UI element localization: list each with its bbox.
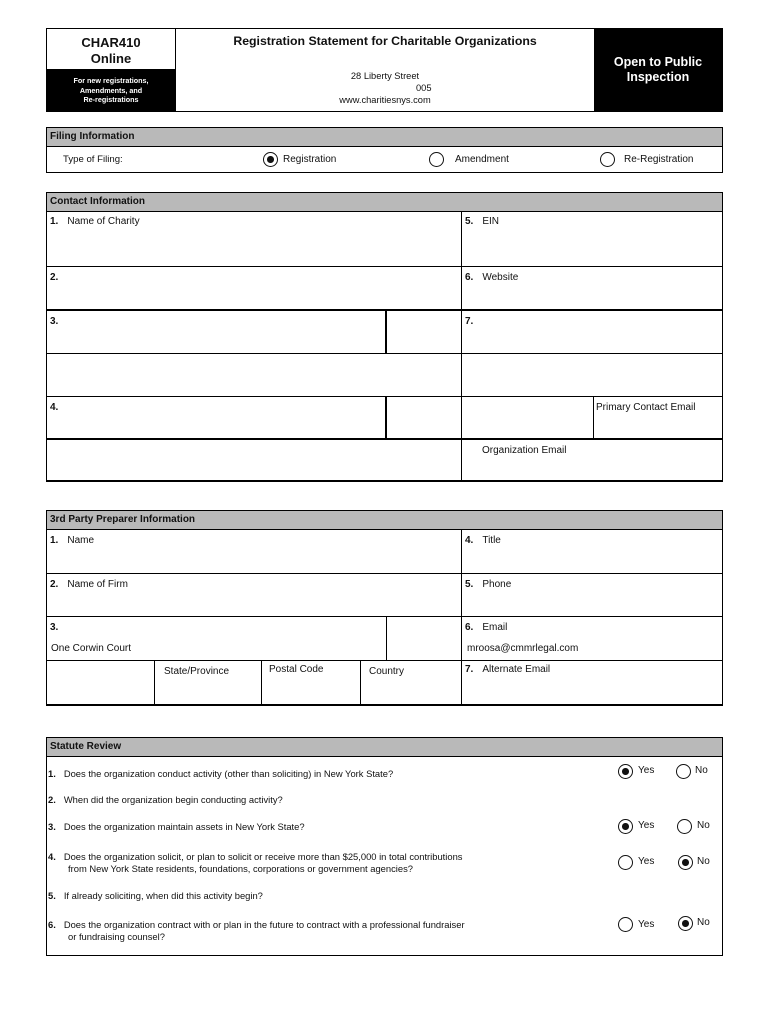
website-link[interactable]: www.charitiesnys.com [339,95,431,105]
address-line-1: 28 Liberty Street [350,71,420,81]
field-number: 2. [50,272,59,283]
contact-section-title: Contact Information [46,192,723,212]
question-text: When did the organization begin conducting activity? [63,794,283,805]
statute-section-title: Statute Review [46,737,723,757]
contact-field-4[interactable] [47,397,385,438]
no-label: No [697,856,710,867]
question-text: Does the organization solicit, or plan to solicit or receive more than $25,000 in total contributions [63,851,463,862]
email-value: mroosa@cmmrlegal.com [467,643,579,654]
public-line: Inspection [626,70,690,84]
field-number: 6. [465,272,474,283]
preparer-phone-field[interactable] [462,574,722,616]
filing-section-title: Filing Information [46,127,723,147]
field-number: 4. [465,535,474,546]
state-province-field[interactable] [155,661,261,705]
q4-yes-radio[interactable] [618,855,633,870]
statute-question-2 [48,794,283,806]
field-number: 5. [465,216,474,227]
question-number: 2. [48,794,56,805]
form-note-line: Amendments, and [79,85,143,95]
question-text: Does the organization maintain assets in New York State? [63,821,305,832]
field-label: Country [369,666,405,677]
organization-email-field[interactable] [462,440,722,481]
preparer-name-field[interactable] [47,530,461,573]
q4-no-radio[interactable] [678,855,693,870]
field-label: Primary Contact Email [596,402,696,413]
yes-label: Yes [638,765,655,776]
form-note-line: Re-registrations [83,95,139,104]
country-field[interactable] [361,661,461,705]
field-number: 1. [50,535,59,546]
q6-yes-radio[interactable] [618,917,633,932]
field-label: Name of Firm [67,579,128,590]
field-label: Alternate Email [482,664,551,675]
cell-divider [386,617,387,660]
alternate-email-field[interactable] [462,661,722,705]
q1-yes-radio[interactable] [618,764,633,779]
preparer-section-title: 3rd Party Preparer Information [46,510,723,530]
field-number: 7. [465,664,474,675]
statute-question-1 [48,768,393,780]
field-label: Title [482,535,501,546]
filing-type-label: Type of Filing: [63,154,123,165]
field-label: State/Province [164,666,230,677]
preparer-title-field[interactable] [462,530,722,573]
charity-name-field[interactable] [47,211,461,266]
question-number: 5. [48,890,56,901]
question-text: Does the organization contract with or plan in the future to contract with a professional fundraiser [63,919,465,930]
question-text: If already soliciting, when did this activity begin? [63,890,263,901]
yes-label: Yes [638,856,655,867]
preparer-email-field[interactable] [462,617,722,660]
field-number: 6. [465,622,474,633]
address-value: One Corwin Court [51,643,132,654]
website-field[interactable] [462,267,722,309]
form-note-line: For new registrations, [73,76,149,85]
contact-field-3[interactable] [47,311,385,353]
public-inspection-box [594,29,722,111]
form-code: CHAR410 [81,35,141,50]
public-line: Open to Public [613,55,703,69]
field-number: 1. [50,216,59,227]
row-line [46,353,723,354]
field-number: 4. [50,402,59,413]
field-label: Email [482,622,508,633]
field-number: 7. [465,316,474,327]
form-online: Online [90,51,132,66]
cell-divider [385,397,387,439]
no-label: No [695,765,708,776]
contact-field-7[interactable] [462,311,722,353]
field-label: Postal Code [269,664,324,675]
amendment-label: Amendment [455,154,509,165]
no-label: No [697,820,710,831]
field-label: Name of Charity [67,216,140,227]
statute-question-3 [48,821,305,833]
form-id-block [47,29,175,111]
primary-contact-email-field[interactable] [594,397,722,438]
ein-field[interactable] [462,211,722,266]
city-field[interactable] [47,661,154,705]
question-number: 4. [48,851,56,862]
question-text-cont: from New York State residents, foundations, corporations or government agencies? [68,863,413,874]
field-label: Organization Email [482,445,567,456]
amendment-radio[interactable] [429,152,444,167]
question-text: Does the organization conduct activity (other than soliciting) in New York State? [63,768,394,779]
q6-no-radio[interactable] [678,916,693,931]
field-label: Website [482,272,519,283]
address-line-2: 005 [416,83,432,93]
q3-no-radio[interactable] [677,819,692,834]
registration-label: Registration [283,154,337,165]
question-number: 3. [48,821,56,832]
yes-label: Yes [638,820,655,831]
no-label: No [697,917,710,928]
question-number: 6. [48,919,56,930]
cell-divider [385,310,387,353]
yes-label: Yes [638,919,655,930]
field-number: 5. [465,579,474,590]
registration-radio[interactable] [263,152,278,167]
field-label: Name [67,535,95,546]
form-title: Registration Statement for Charitable Organizations [233,34,537,48]
statute-question-5 [48,890,263,902]
q3-yes-radio[interactable] [618,819,633,834]
field-label: EIN [482,216,500,227]
question-text-cont: or fundraising counsel? [68,931,165,942]
question-number: 1. [48,768,56,779]
statute-question-6 [48,919,465,943]
statute-question-4 [48,851,463,875]
postal-code-field[interactable] [262,661,360,705]
re-registration-label: Re-Registration [624,154,694,165]
field-number: 3. [50,622,59,633]
re-registration-radio[interactable] [600,152,615,167]
field-label: Phone [482,579,512,590]
contact-field-2[interactable] [47,267,461,309]
field-number: 2. [50,579,59,590]
firm-name-field[interactable] [47,574,461,616]
form-note-box [47,69,175,111]
preparer-address-field[interactable] [47,617,386,660]
field-number: 3. [50,316,59,327]
q1-no-radio[interactable] [676,764,691,779]
